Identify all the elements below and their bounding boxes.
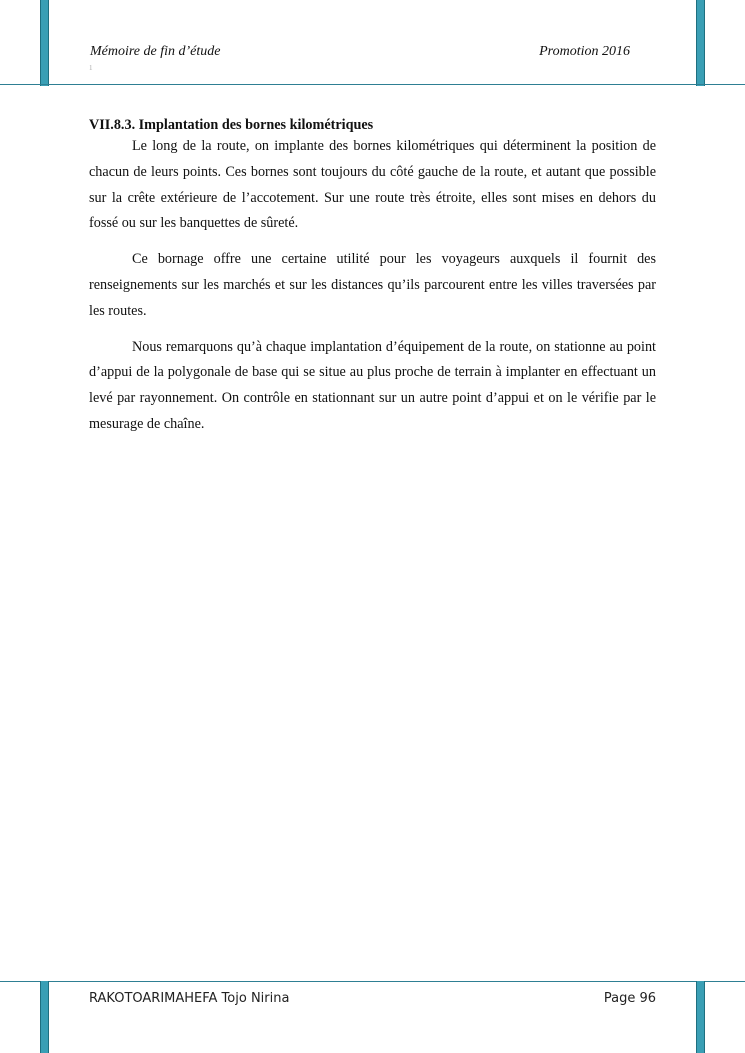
paragraph-1: Le long de la route, on implante des bornes kilométriques qui déterminent la position de chacun de leurs points. Ces bornes sont toujours du côté gauche de la route, et autant que possible sur la crête extérieure de l’accotement. Sur une route très étroite, elles sont mises en dehors du fossé ou sur les banquettes de sûreté. <box>89 138 656 232</box>
footer-author: RAKOTOARIMAHEFA Tojo Nirina <box>89 991 290 1006</box>
header-right-accent-bar <box>696 0 705 86</box>
header-rule <box>0 84 745 85</box>
footer-page-number: Page 96 <box>603 991 656 1006</box>
footer-right-accent-bar <box>696 981 705 1053</box>
paragraph-3: Nous remarquons qu’à chaque implantation d’équipement de la route, on stationne au point d’appui de la polygonale de base qui se situe au plus proche de terrain à implanter en effectuant un levé par rayonnement. On contrôle en stationnant sur un autre point d’appui et on le vérifie par le mesurage de chaîne. <box>89 338 656 432</box>
header-left-accent-bar <box>40 0 49 86</box>
header-right-text: Promotion 2016 <box>539 44 630 59</box>
header-left-text: Mémoire de fin d’étude <box>90 44 221 59</box>
page-footer <box>89 991 656 1006</box>
header-mark: 1 <box>89 64 93 72</box>
footer-rule <box>0 981 745 982</box>
footer-left-accent-bar <box>40 981 49 1053</box>
paragraph-2: Ce bornage offre une certaine utilité pour les voyageurs auxquels il fournit des renseignements sur les marchés et sur les distances qu’ils parcourent entre les villes traversées par les routes. <box>89 251 656 319</box>
page-body <box>89 116 656 438</box>
section-title: VII.8.3. Implantation des bornes kilométriques <box>89 117 374 133</box>
page-header <box>89 44 630 72</box>
